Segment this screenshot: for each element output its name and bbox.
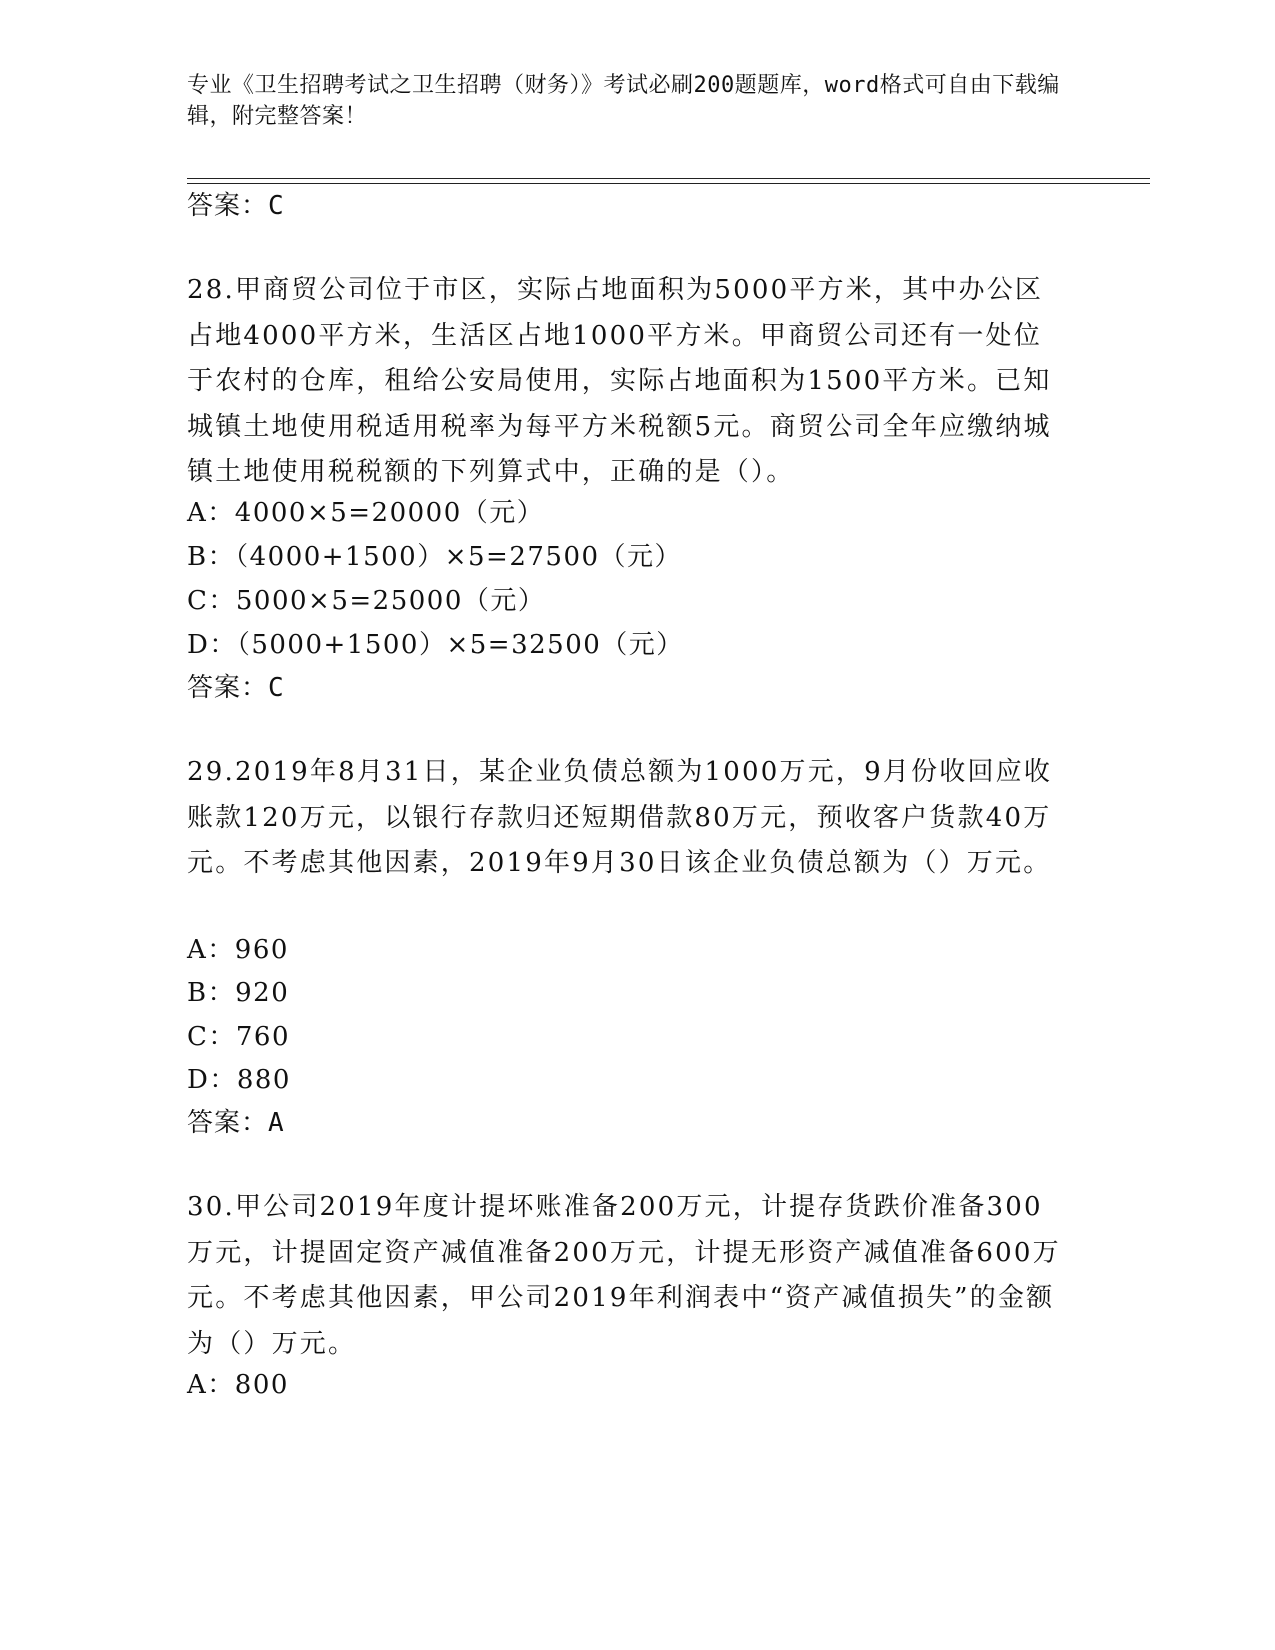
option-b: B：920 xyxy=(187,978,290,1008)
option-c: C：760 xyxy=(187,1022,291,1052)
option-a: A：960 xyxy=(187,935,289,965)
option-d: D：（5000+1500）×5=32500（元） xyxy=(187,630,684,660)
option-d: D：880 xyxy=(187,1065,291,1095)
question-stem: 28.甲商贸公司位于市区，实际占地面积为5000平方米，其中办公区占地4000平方米，生活区占地1000平方米。甲商贸公司还有一处位于农村的仓库，租给公安局使用，实际占地面积为1500平方米。已知城镇土地使用税适用税率为每平方米税额5元。商贸公司全年应缴纳城镇土地使用税税额的下列算式中，正确的是（）。 xyxy=(187,275,1052,487)
answer-line: 答案：C xyxy=(187,673,285,703)
question-stem: 30.甲公司2019年度计提坏账准备200万元，计提存货跌价准备300万元，计提固定资产减值准备200万元，计提无形资产减值准备600万元。不考虑其他因素，甲公司2019年利润表中“资产减值损失”的金额为（）万元。 xyxy=(187,1192,1061,1359)
option-a: A：800 xyxy=(187,1370,289,1400)
answer-line: 答案：A xyxy=(187,1108,285,1138)
header-rule-bottom xyxy=(187,183,1150,184)
header-rule-top xyxy=(187,178,1150,179)
option-b: B：（4000+1500）×5=27500（元） xyxy=(187,542,683,572)
question-stem: 29.2019年8月31日，某企业负债总额为1000万元，9月份收回应收账款120万元，以银行存款归还短期借款80万元，预收客户货款40万元。不考虑其他因素，2019年9月30日该企业负债总额为（）万元。 xyxy=(187,757,1053,878)
answer-line: 答案：C xyxy=(187,191,285,221)
page-header: 专业《卫生招聘考试之卫生招聘（财务）》考试必刷200题题库，word格式可自由下载编辑，附完整答案！ xyxy=(187,73,1060,129)
option-a: A：4000×5=20000（元） xyxy=(187,498,545,528)
option-c: C：5000×5=25000（元） xyxy=(187,586,546,616)
